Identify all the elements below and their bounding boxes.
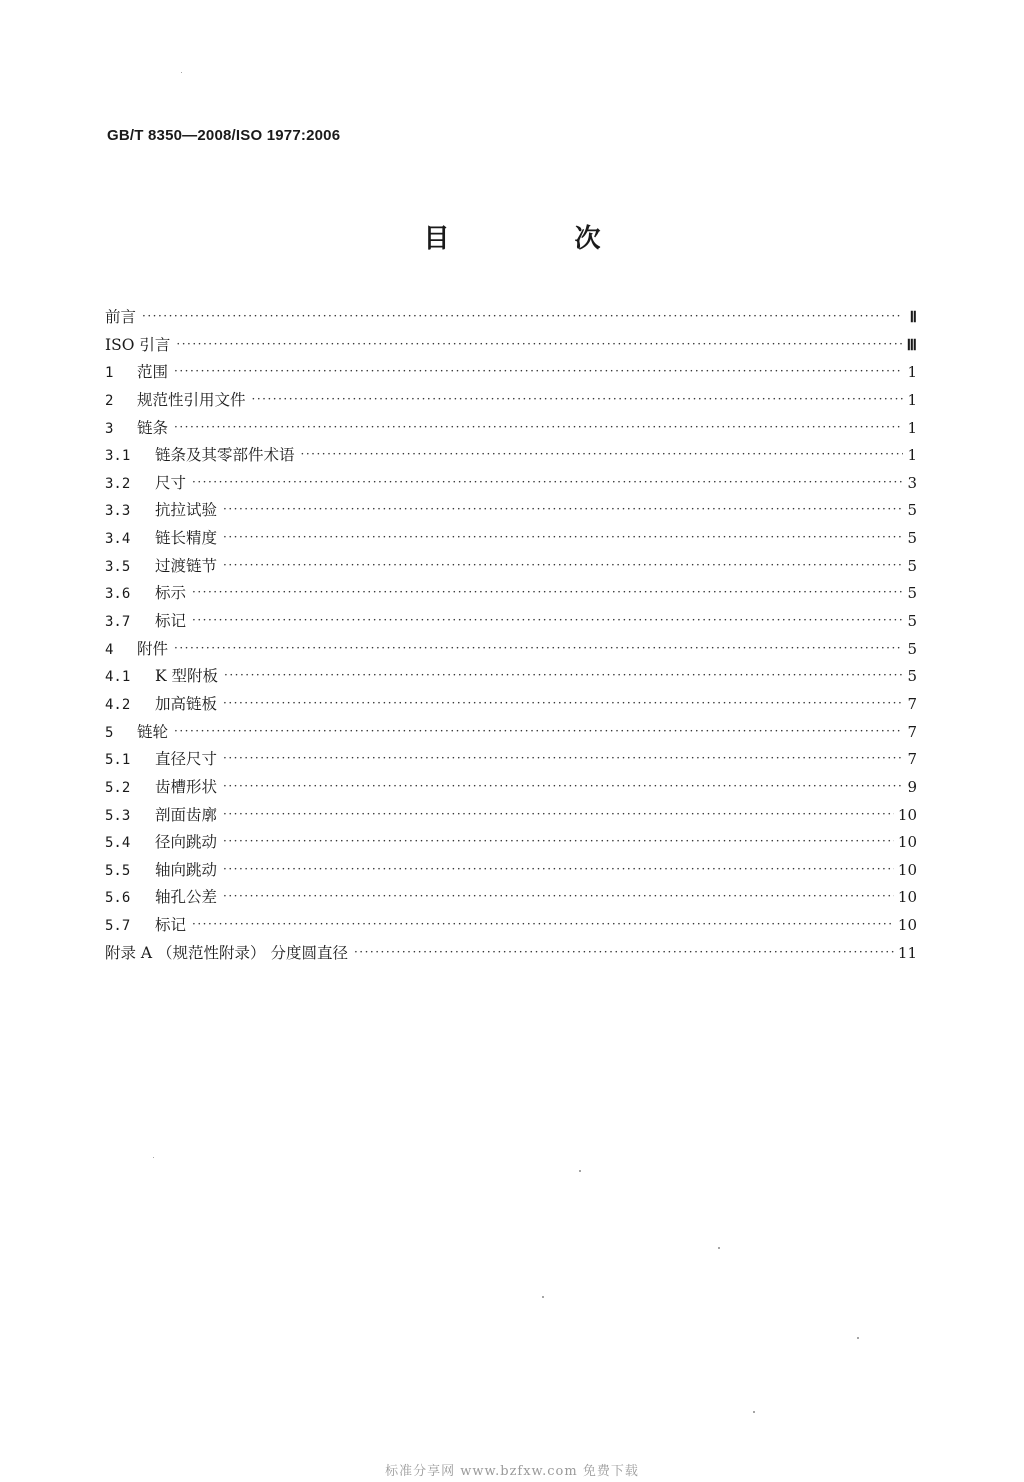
toc-leader-dots [192,607,903,635]
toc-entry[interactable] [105,304,917,332]
toc-entry-page: 7 [907,750,917,769]
toc-entry[interactable] [105,774,917,802]
toc-entry-page: 7 [907,722,917,741]
toc-entry[interactable] [105,829,917,857]
toc-entry[interactable] [105,580,917,608]
toc-entry-number: 3 [105,420,114,437]
toc-leader-dots [223,773,903,801]
toc-entry-page: 10 [897,916,917,935]
toc-entry[interactable] [105,470,917,498]
toc-entry-number: 5.3 [105,807,131,824]
toc-entry-title: 附录 A （规范性附录） 分度圆直径 [105,943,348,962]
toc-leader-dots [224,662,903,690]
scan-speck [153,1157,154,1158]
toc-entry-page: 5 [907,667,917,686]
toc-entry-number: 5.4 [105,835,131,852]
toc-entry-number: 1 [105,365,114,382]
toc-entry-number: 3.2 [105,475,131,492]
scan-speck [181,72,182,73]
toc-entry-page: 5 [907,529,917,548]
toc-entry-title: 链条及其零部件术语 [155,446,295,465]
toc-entry-title: 剖面齿廓 [155,805,218,824]
toc-entry-title: 抗拉试验 [155,501,218,520]
toc-entry-page: 3 [907,473,917,492]
toc-entry[interactable] [105,940,917,968]
toc-leader-dots [142,303,903,331]
toc-entry-number: 4.1 [105,669,131,686]
toc-entry[interactable] [105,912,917,940]
scan-speck [579,1170,581,1172]
toc-entry-title: 标示 [155,584,187,603]
page-title: 目 次 [423,224,659,254]
toc-entry[interactable] [105,608,917,636]
toc-entry-page: 10 [897,833,917,852]
toc-entry[interactable] [105,857,917,885]
toc-leader-dots [174,414,903,442]
toc-entry-number: 2 [105,392,114,409]
scan-speck [718,1247,720,1249]
toc-leader-dots [223,496,903,524]
toc-entry-number: 3.3 [105,503,131,520]
toc-entry-number: 5.7 [105,918,131,935]
toc-entry-page: 1 [907,363,917,382]
toc-entry-page: 10 [897,860,917,879]
toc-entry-title: ISO 引言 [105,335,171,354]
toc-leader-dots [223,552,903,580]
toc-entry[interactable] [105,442,917,470]
toc-entry-title: 过渡链节 [155,556,218,575]
toc-entry[interactable] [105,332,917,360]
toc-entry[interactable] [105,525,917,553]
toc-entry[interactable] [105,746,917,774]
toc-leader-dots [174,718,903,746]
toc-entry-title: 范围 [137,363,169,382]
toc-entry-title: 标记 [155,612,187,631]
toc-leader-dots [174,635,903,663]
toc-leader-dots [223,745,903,773]
toc-leader-dots [354,939,894,967]
toc-entry-number: 5.6 [105,890,131,907]
toc-entry-page: 9 [907,777,917,796]
toc-entry-title: 链轮 [137,722,169,741]
toc-leader-dots [301,441,903,469]
table-of-contents [105,304,917,967]
toc-entry-number: 3.1 [105,448,131,465]
toc-entry[interactable] [105,387,917,415]
toc-entry-page: 11 [897,943,917,962]
toc-entry[interactable] [105,415,917,443]
toc-leader-dots [252,386,903,414]
toc-entry-page: 10 [897,888,917,907]
toc-entry-number: 3.6 [105,586,131,603]
toc-entry-number: 5.5 [105,862,131,879]
toc-leader-dots [192,911,894,939]
toc-entry[interactable] [105,553,917,581]
toc-entry-title: 直径尺寸 [155,750,218,769]
toc-leader-dots [192,579,903,607]
toc-entry-number: 5.1 [105,752,131,769]
footer-watermark: 标准分享网 www.bzfxw.com 免费下载 [385,1464,639,1479]
toc-leader-dots [223,801,894,829]
toc-entry-title: 标记 [155,916,187,935]
toc-entry[interactable] [105,802,917,830]
toc-entry-title: 轴向跳动 [155,860,218,879]
toc-entry-title: 附件 [137,639,169,658]
toc-entry-title: 齿槽形状 [155,777,218,796]
toc-entry-number: 5.2 [105,779,131,796]
toc-entry[interactable] [105,691,917,719]
toc-entry-page: 5 [907,639,917,658]
toc-entry-title: 规范性引用文件 [137,390,246,409]
toc-leader-dots [176,331,902,359]
toc-entry-title: 加高链板 [155,694,218,713]
toc-leader-dots [223,828,894,856]
toc-leader-dots [174,358,903,386]
toc-entry-page: 1 [907,390,917,409]
toc-entry-page: 7 [907,694,917,713]
toc-entry-number: 4.2 [105,696,131,713]
toc-entry-page: 5 [907,501,917,520]
toc-entry-page: 10 [897,805,917,824]
toc-leader-dots [223,883,894,911]
toc-entry-page: 1 [907,418,917,437]
toc-leader-dots [223,690,903,718]
scan-speck [542,1296,544,1298]
scan-speck [753,1411,755,1413]
toc-entry[interactable] [105,884,917,912]
scan-speck [857,1337,859,1339]
toc-entry[interactable] [105,497,917,525]
toc-entry[interactable] [105,359,917,387]
toc-entry[interactable] [105,663,917,691]
toc-entry-number: 4 [105,641,114,658]
toc-entry-page: 5 [907,556,917,575]
toc-leader-dots [223,524,903,552]
toc-entry[interactable] [105,636,917,664]
toc-entry-page: Ⅱ [909,310,917,326]
toc-entry-title: 径向跳动 [155,833,218,852]
toc-entry-number: 5 [105,724,114,741]
toc-entry-title: 链条 [137,418,169,437]
toc-entry-page: 5 [907,584,917,603]
toc-entry-title: 链长精度 [155,529,218,548]
toc-leader-dots [192,469,903,497]
standard-code: GB/T 8350—2008/ISO 1977:2006 [107,127,341,144]
toc-entry-title: 前言 [105,308,137,326]
toc-entry-title: 尺寸 [155,473,187,492]
toc-entry-number: 3.5 [105,558,131,575]
toc-entry-number: 3.7 [105,614,131,631]
toc-leader-dots [223,856,894,884]
toc-entry[interactable] [105,719,917,747]
toc-entry-title: K 型附板 [155,667,219,686]
toc-entry-number: 3.4 [105,531,131,548]
toc-entry-title: 轴孔公差 [155,888,218,907]
toc-entry-page: 5 [907,612,917,631]
toc-entry-page: 1 [907,446,917,465]
toc-entry-page: Ⅲ [906,337,917,354]
